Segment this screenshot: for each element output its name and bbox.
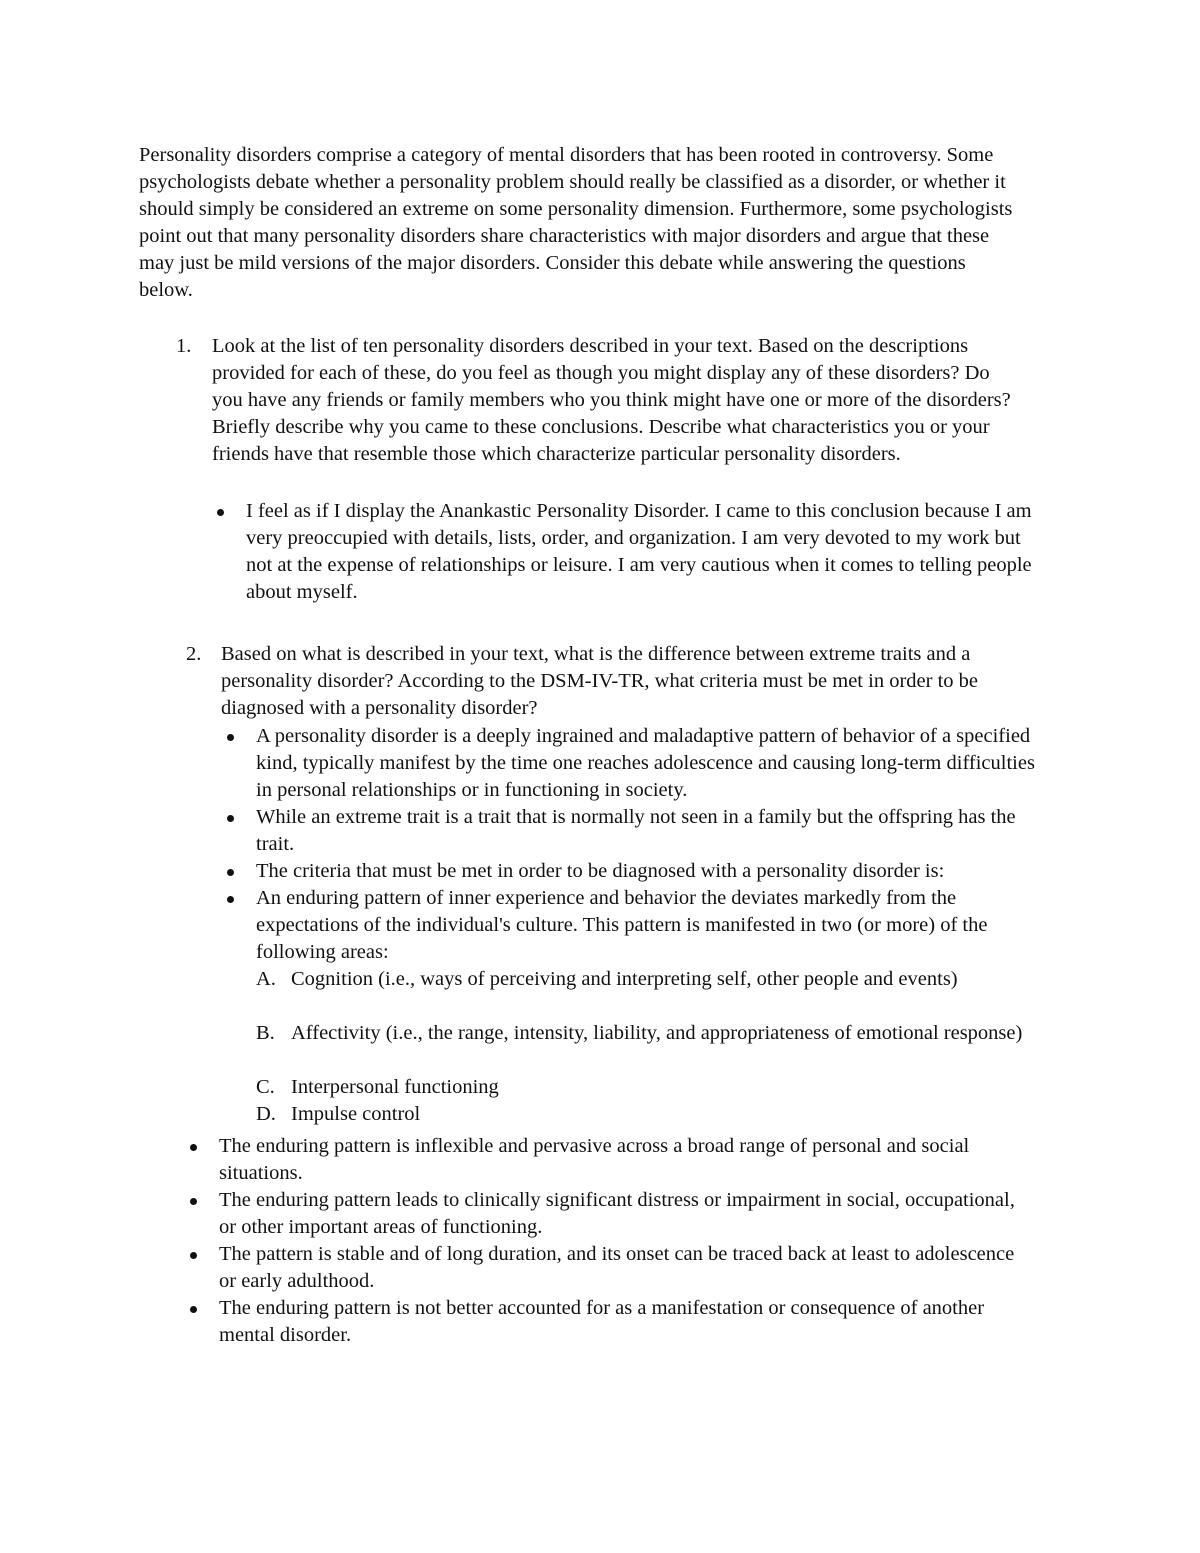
question-1-answer: I feel as if I display the Anankastic Personality Disorder. I came to this conclusion because I am very preoccupied with details, lists, order, and organization. I am very devoted to my work but not at the expense of relationships or leisure. I am very cautious when it comes to telling people about myself. [246, 500, 1032, 603]
bullet-icon [217, 509, 224, 516]
answer-extreme-trait: While an extreme trait is a trait that is normally not seen in a family but the offspring has the trait. [256, 806, 1016, 855]
area-letter: D. [256, 1103, 276, 1125]
area-letter: B. [256, 1022, 275, 1044]
bullet-icon [227, 869, 234, 876]
area-item-c [256, 1074, 1046, 1101]
area-letter: A. [256, 968, 276, 990]
bullet-icon [227, 734, 234, 741]
question-2-number: 2. [186, 643, 202, 665]
answer-definition: A personality disorder is a deeply ingrained and maladaptive pattern of behavior of a specified kind, typically manifest by the time one reaches adolescence and causing long-term difficulties in personal relationships or in functioning in society. [256, 725, 1035, 801]
bullet-icon [190, 1198, 197, 1205]
criteria-item: The enduring pattern is not better accounted for as a manifestation or consequence of another mental disorder. [219, 1297, 985, 1346]
area-text: Interpersonal functioning [291, 1076, 499, 1098]
criteria-item: The enduring pattern leads to clinically significant distress or impairment in social, occupational, or other important areas of functioning. [219, 1189, 1015, 1238]
bullet-icon [190, 1252, 197, 1259]
question-1-text: Look at the list of ten personality disorders described in your text. Based on the descriptions provided for each of these, do you feel as though you might display any of these disorders? Do you have any friends or family members who you think might have one or more of the disorders? Briefly describe why you came to these conclusions. Describe what characteristics you or your friends have that resemble those which characterize particular personality disorders. [212, 335, 1011, 465]
question-1-number: 1. [176, 335, 192, 357]
area-text: Impulse control [291, 1103, 421, 1125]
answer-criteria-intro: The criteria that must be met in order to be diagnosed with a personality disorder is: [256, 860, 945, 882]
question-1 [176, 333, 1036, 468]
area-item-b [256, 1020, 1056, 1047]
bullet-icon [227, 815, 234, 822]
answer-enduring-pattern: An enduring pattern of inner experience and behavior the deviates markedly from the expectations of the individual's culture. This pattern is manifested in two (or more) of the following areas: [256, 887, 988, 963]
bullet-icon [190, 1306, 197, 1313]
area-item-d [256, 1101, 1046, 1128]
bullet-icon [227, 896, 234, 903]
area-text: Cognition (i.e., ways of perceiving and interpreting self, other people and events) [291, 968, 958, 990]
criteria-item: The enduring pattern is inflexible and pervasive across a broad range of personal and social situations. [219, 1135, 970, 1184]
criteria-item: The pattern is stable and of long duration, and its onset can be traced back at least to adolescence or early adulthood. [219, 1243, 1015, 1292]
bullet-icon [190, 1144, 197, 1151]
area-text: Affectivity (i.e., the range, intensity, liability, and appropriateness of emotional response) [291, 1022, 1023, 1044]
area-letter: C. [256, 1076, 275, 1098]
intro-paragraph: Personality disorders comprise a category of mental disorders that has been rooted in controversy. Some psychologists debate whether a personality problem should really be classified as a disorder, or whether it should simply be considered an extreme on some personality dimension. Furthermore, some psychologists point out that many personality disorders share characteristics with major disorders and argue that these may just be mild versions of the major disorders. Consider this debate while answering the questions below. [139, 144, 1013, 301]
question-2 [186, 641, 1046, 722]
question-2-text: Based on what is described in your text, what is the difference between extreme traits and a personality disorder? According to the DSM-IV-TR, what criteria must be met in order to be diagnosed with a personality disorder? [221, 643, 978, 719]
area-item-a [256, 966, 1046, 993]
